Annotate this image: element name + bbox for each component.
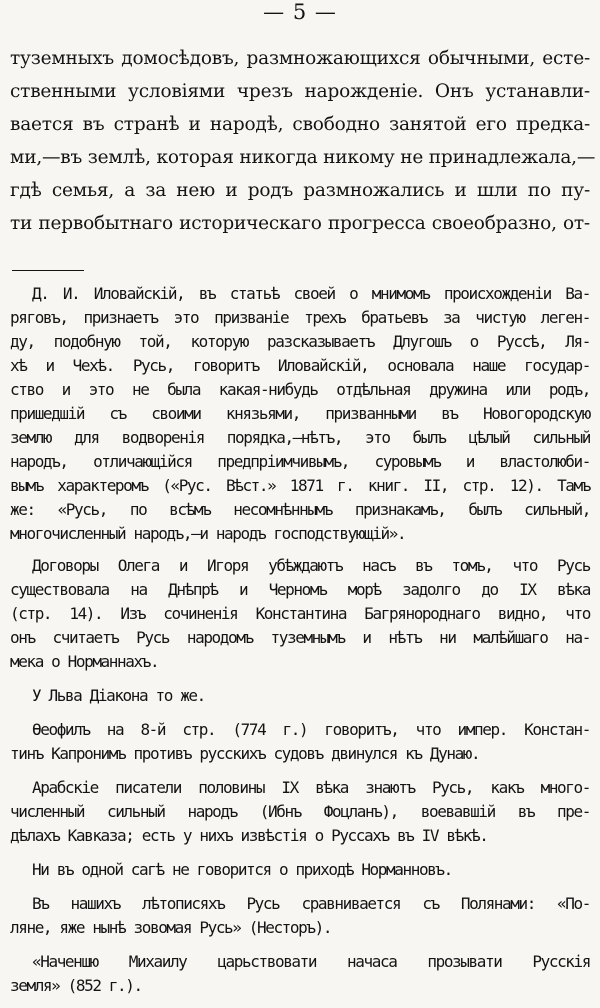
footnote-line: ряговъ, признаетъ это призваніе трехъ братьевъ за чистую леген- [10,308,590,327]
footnote-line: ляне, яже нынѣ зовомая Русь» (Несторъ). [10,918,332,937]
main-line: гдѣ семья, а за нею и родъ размножались и шли по пу- [10,180,590,201]
footnote-line: У Льва Діакона то же. [32,686,205,705]
main-line: вается въ странѣ и народѣ, свободно занятой его предка- [10,114,590,135]
footnote-line: численный сильный народъ (Ибнъ Фоцланъ), воевавшій въ пре- [10,802,590,821]
footnote-paragraph-6 [10,858,590,882]
footnote-line: многочисленный народъ,—и народъ господствующій». [10,524,406,543]
footnote-line: вымъ характеромъ («Рус. Вѣст.» 1871 г. книг. II, стр. 12). Тамъ [10,476,590,495]
footnote-paragraph-4 [10,718,590,766]
footnote-line: Арабскіе писатели половины IX вѣка знаютъ Русь, какъ много- [32,778,590,797]
footnote-line: (стр. 14). Изъ сочиненія Константина Багрянороднаго видно, что [10,604,590,623]
footnote-line: Въ нашихъ лѣтописяхъ Русь сравнивается съ Полянами: «По- [32,894,590,913]
footnote-line: Ни въ одной сагѣ не говорится о приходѣ Норманновъ. [32,860,452,879]
footnote [10,282,590,998]
footnote-separator-rule [12,270,84,271]
footnote-paragraph-5 [10,776,590,848]
main-line: ми,—въ землѣ, которая никогда никому не принадлежала,— [10,147,596,168]
footnote-line: тинъ Капронимъ противъ русскихъ судовъ двинулся къ Дунаю. [10,744,480,763]
footnote-line: мека о Норманнахъ. [10,652,159,671]
footnote-line: землю для водворенія порядка,—нѣтъ, это былъ цѣлый сильный [10,428,590,447]
main-line: туземныхъ домосѣдовъ, размножающихся обычными, есте- [10,48,590,69]
footnote-line: земля» (852 г.). [10,976,142,995]
page-number: — 5 — [263,0,337,24]
footnote-paragraph-2 [10,554,590,674]
footnote-line: народъ, отличающійся предпріимчивымъ, суровымъ и властолюби- [10,452,590,471]
main-line: ти первобытнаго историческаго прогресса своеобразно, от- [10,213,590,234]
main-line: ственными условіями чрезъ нарожденіе. Онъ устанавли- [10,81,590,102]
footnote-paragraph-3 [10,684,590,708]
footnote-line: Д. И. Иловайскій, въ статьѣ своей о мнимомъ происхожденіи Ва- [32,284,590,303]
footnote-line: ство и это не была какая-нибудь отдѣльная дружина или родъ, [10,380,590,399]
footnote-line: Ѳеофилъ на 8-й стр. (774 г.) говоритъ, что импер. Констан- [32,720,590,739]
footnote-line: онъ считаетъ Русь народомъ туземнымъ и нѣтъ ни малѣйшаго на- [10,628,590,647]
footnote-line: «Наченшю Михаилу царьствовати начаса прозывати Русскія [32,952,590,971]
footnote-line: существовала на Днѣпрѣ и Черномъ морѣ задолго до IX вѣка [10,580,590,599]
footnote-paragraph-1 [10,282,590,546]
footnote-line: Договоры Олега и Игоря убѣждаютъ насъ въ томъ, что Русь [32,556,590,575]
main-text [10,42,596,240]
footnote-line: же: «Русь, по всѣмъ несомнѣннымъ признакамъ, былъ сильный, [10,500,590,519]
footnote-paragraph-7 [10,892,590,940]
footnote-paragraph-8 [10,950,590,998]
footnote-line: ду, подобную той, которую разсказываетъ Длугошъ о Руссѣ, Ля- [10,332,590,351]
footnote-line: хѣ и Чехѣ. Русь, говоритъ Иловайскій, основала наше государ- [10,356,590,375]
footnote-line: дѣлахъ Кавказа; есть у нихъ извѣстія о Руссахъ въ IV вѣкѣ. [10,826,488,845]
footnote-line: пришедшій съ своими князьями, призванными въ Новогородскую [10,404,590,423]
